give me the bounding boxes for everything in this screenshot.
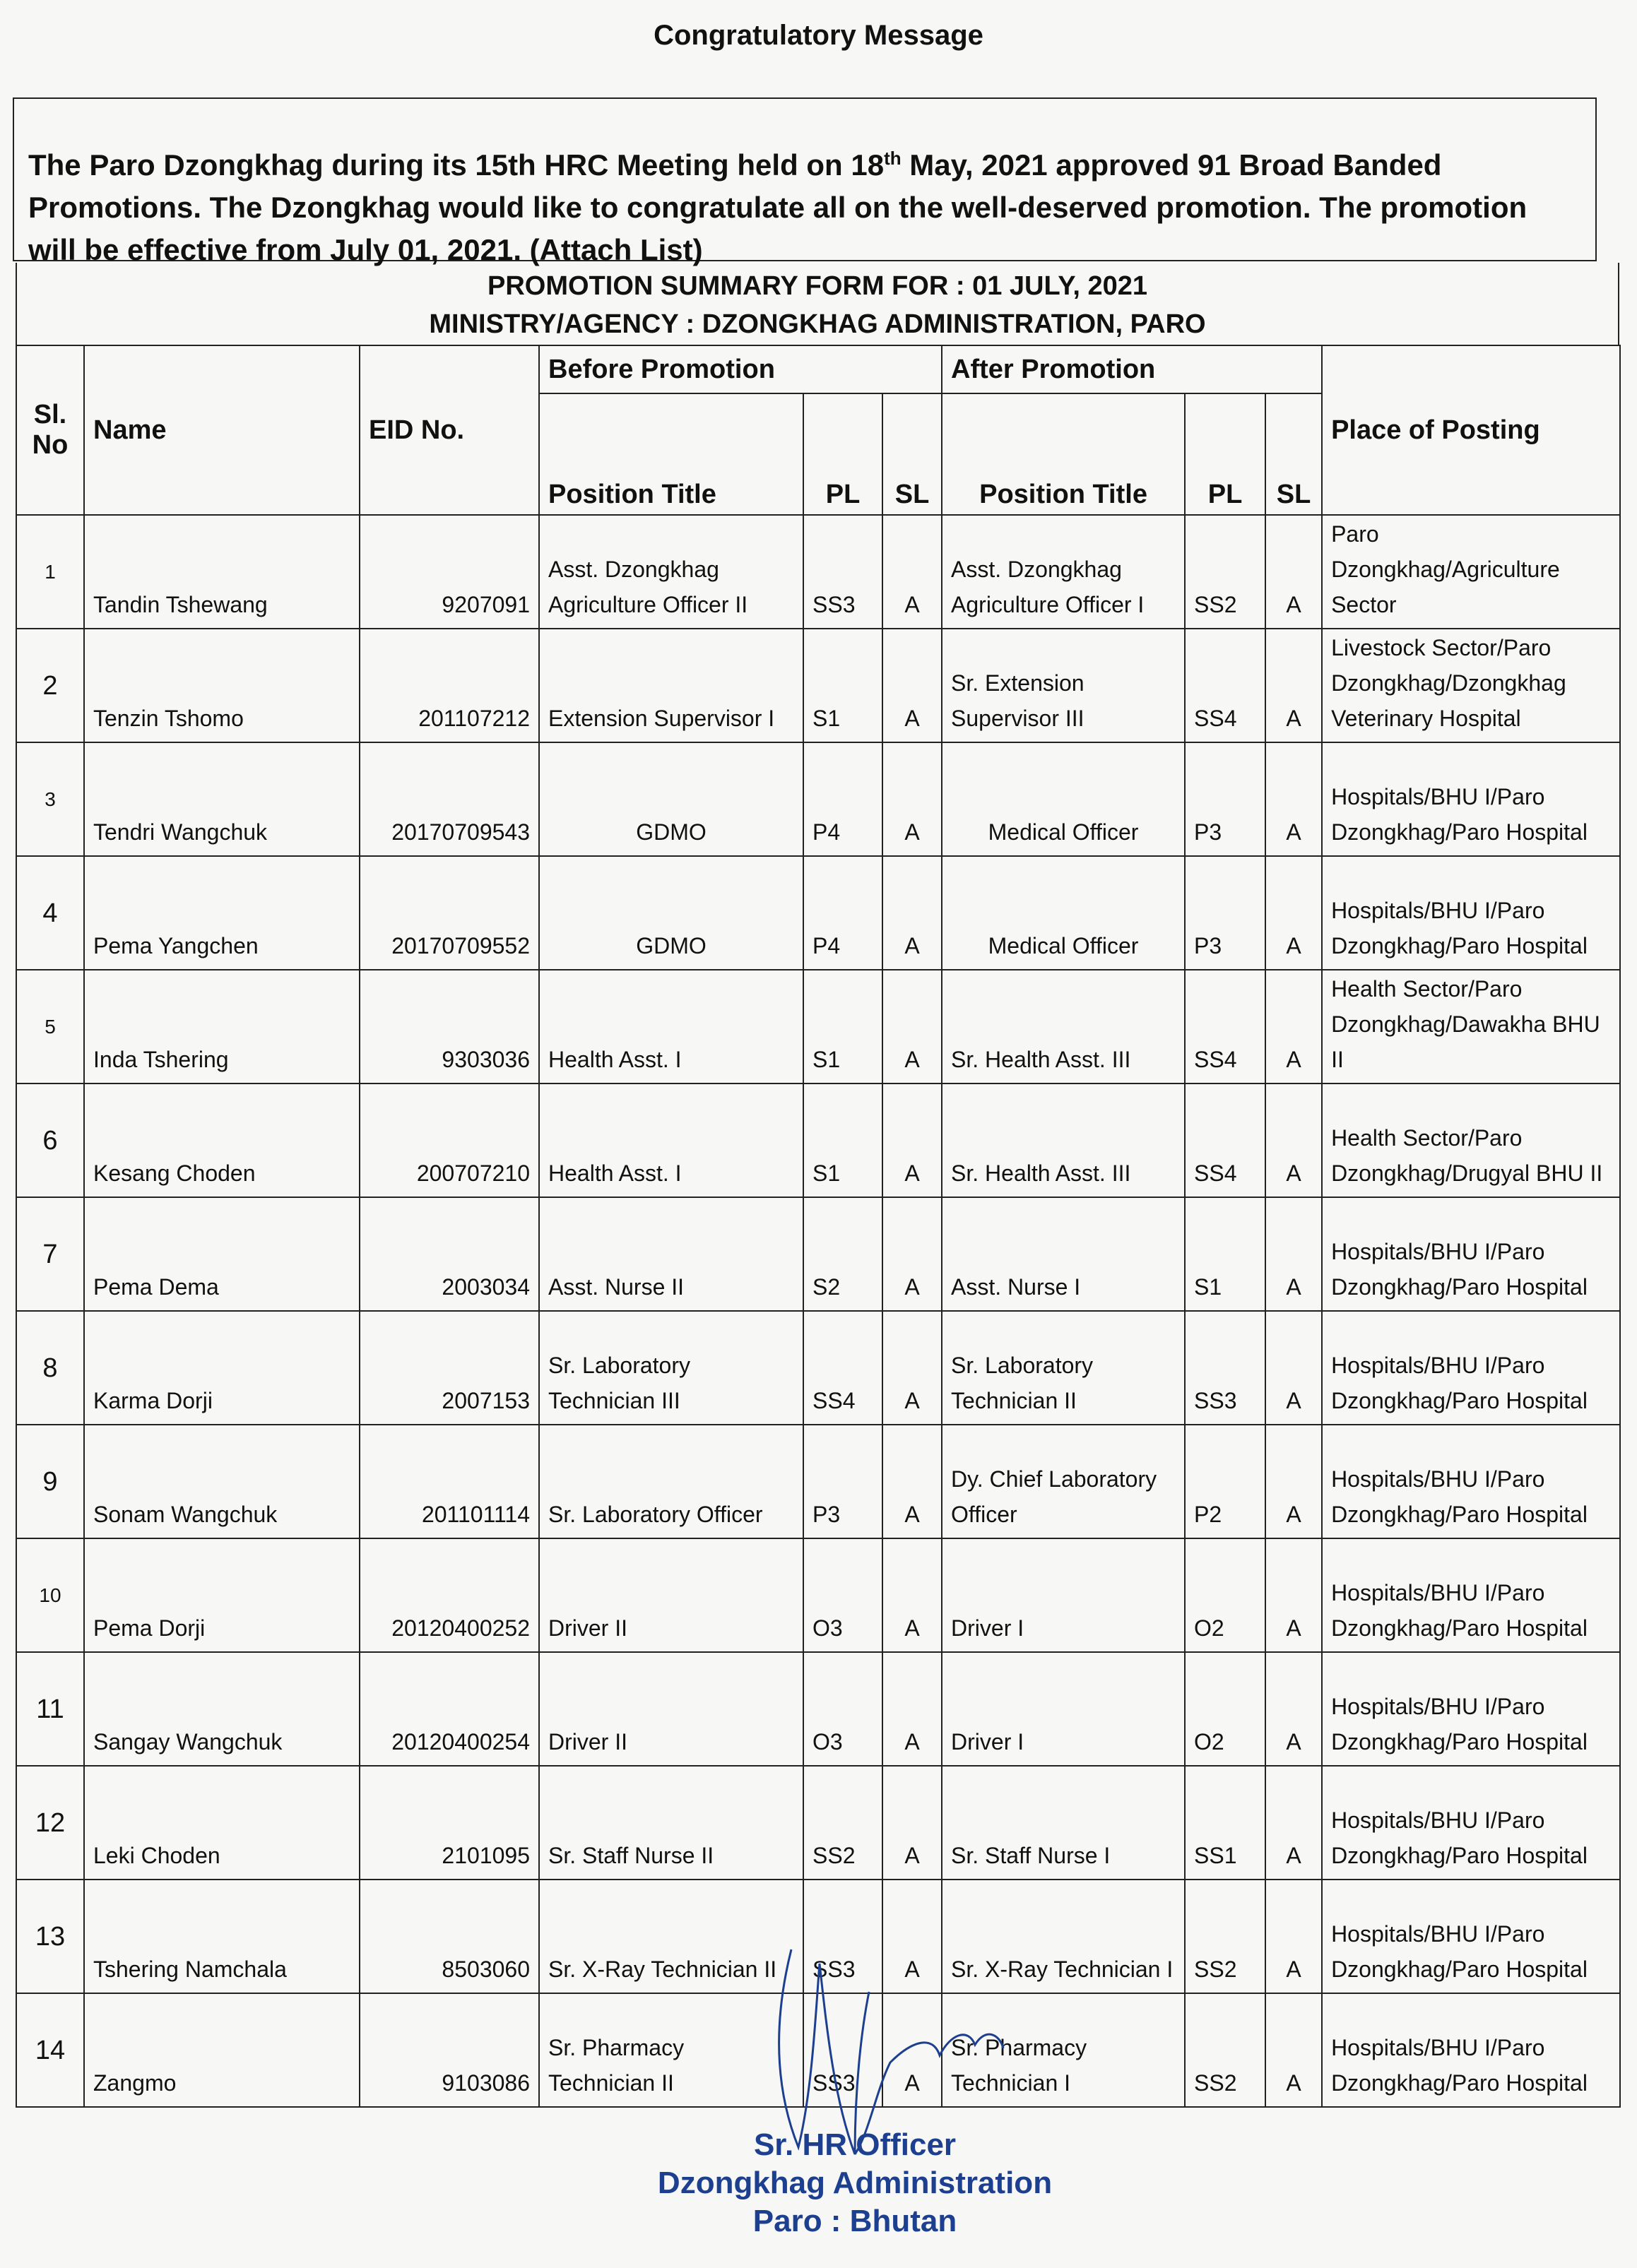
row-eid: 2007153: [360, 1311, 539, 1425]
header-after-sl: SL: [1265, 393, 1322, 515]
row-before-position-title: Sr. Pharmacy Technician II: [539, 1993, 803, 2107]
row-before-sl: A: [882, 629, 942, 742]
row-before-sl: A: [882, 1197, 942, 1311]
row-before-position-title: Extension Supervisor I: [539, 629, 803, 742]
table-row: [16, 1652, 1620, 1766]
row-eid: 200707210: [360, 1083, 539, 1197]
header-before-promotion: Before Promotion: [539, 345, 942, 393]
congratulatory-message: [13, 97, 1597, 266]
message-superscript: th: [884, 148, 902, 169]
row-after-pl: SS2: [1185, 1993, 1265, 2107]
row-after-position-title: Driver I: [942, 1652, 1185, 1766]
row-place-of-posting: Hospitals/BHU I/Paro Dzongkhag/Paro Hospital: [1322, 1311, 1620, 1425]
table-row: [16, 1311, 1620, 1425]
row-name: Karma Dorji: [84, 1311, 360, 1425]
row-after-sl: A: [1265, 1311, 1322, 1425]
row-place-of-posting: Hospitals/BHU I/Paro Dzongkhag/Paro Hospital: [1322, 1538, 1620, 1652]
row-before-pl: SS2: [803, 1766, 882, 1880]
header-after-pl: PL: [1185, 393, 1265, 515]
row-place-of-posting: Hospitals/BHU I/Paro Dzongkhag/Paro Hospital: [1322, 1197, 1620, 1311]
row-after-sl: A: [1265, 1425, 1322, 1538]
row-after-pl: SS1: [1185, 1766, 1265, 1880]
table-row: [16, 515, 1620, 629]
row-after-pl: SS2: [1185, 515, 1265, 629]
row-before-position-title: Driver II: [539, 1538, 803, 1652]
header-before-position-title: Position Title: [539, 393, 803, 515]
row-before-pl: S1: [803, 629, 882, 742]
row-eid: 20170709543: [360, 742, 539, 856]
row-after-sl: A: [1265, 1197, 1322, 1311]
row-after-position-title: Medical Officer: [942, 742, 1185, 856]
form-title: PROMOTION SUMMARY FORM FOR : 01 JULY, 2021: [487, 271, 1147, 301]
row-after-position-title: Sr. Laboratory Technician II: [942, 1311, 1185, 1425]
row-place-of-posting: Health Sector/Paro Dzongkhag/Dawakha BHU II: [1322, 970, 1620, 1083]
table-row: [16, 970, 1620, 1083]
row-eid: 8503060: [360, 1880, 539, 1993]
row-before-position-title: Health Asst. I: [539, 970, 803, 1083]
row-eid: 201107212: [360, 629, 539, 742]
row-before-sl: A: [882, 1311, 942, 1425]
header-place-of-posting: Place of Posting: [1322, 345, 1620, 515]
form-header: [16, 263, 1619, 345]
row-before-pl: P3: [803, 1425, 882, 1538]
row-before-position-title: Sr. X-Ray Technician II: [539, 1880, 803, 1993]
table-row: [16, 1425, 1620, 1538]
row-before-position-title: Asst. Nurse II: [539, 1197, 803, 1311]
row-name: Tenzin Tshomo: [84, 629, 360, 742]
row-name: Leki Choden: [84, 1766, 360, 1880]
row-before-pl: SS3: [803, 1993, 882, 2107]
row-name: Sangay Wangchuk: [84, 1652, 360, 1766]
signature-office: Dzongkhag Administration: [657, 2166, 1053, 2200]
message-text-part1: The Paro Dzongkhag during its 15th HRC Meeting held on 18: [28, 148, 885, 182]
row-after-position-title: Sr. Health Asst. III: [942, 970, 1185, 1083]
row-after-pl: S1: [1185, 1197, 1265, 1311]
row-place-of-posting: Hospitals/BHU I/Paro Dzongkhag/Paro Hospital: [1322, 1425, 1620, 1538]
row-sl-no: 4: [16, 856, 84, 970]
promotion-table: [16, 345, 1621, 2108]
row-before-sl: A: [882, 515, 942, 629]
row-after-position-title: Sr. X-Ray Technician I: [942, 1880, 1185, 1993]
row-after-pl: O2: [1185, 1538, 1265, 1652]
row-before-sl: A: [882, 1880, 942, 1993]
row-after-position-title: Sr. Health Asst. III: [942, 1083, 1185, 1197]
row-sl-no: 9: [16, 1425, 84, 1538]
row-after-position-title: Asst. Dzongkhag Agriculture Officer I: [942, 515, 1185, 629]
row-after-position-title: Sr. Extension Supervisor III: [942, 629, 1185, 742]
header-eid: EID No.: [360, 345, 539, 515]
row-sl-no: 5: [16, 970, 84, 1083]
row-after-sl: A: [1265, 1880, 1322, 1993]
row-after-sl: A: [1265, 1652, 1322, 1766]
row-name: Tendri Wangchuk: [84, 742, 360, 856]
row-name: Kesang Choden: [84, 1083, 360, 1197]
row-eid: 20120400252: [360, 1538, 539, 1652]
row-name: Sonam Wangchuk: [84, 1425, 360, 1538]
table-row: [16, 742, 1620, 856]
row-name: Tandin Tshewang: [84, 515, 360, 629]
row-after-sl: A: [1265, 629, 1322, 742]
row-place-of-posting: Hospitals/BHU I/Paro Dzongkhag/Paro Hospital: [1322, 1880, 1620, 1993]
signature-location: Paro : Bhutan: [752, 2204, 957, 2238]
row-name: Pema Dorji: [84, 1538, 360, 1652]
row-before-pl: SS3: [803, 1880, 882, 1993]
row-before-sl: A: [882, 970, 942, 1083]
row-before-sl: A: [882, 856, 942, 970]
row-name: Inda Tshering: [84, 970, 360, 1083]
row-before-position-title: Sr. Laboratory Technician III: [539, 1311, 803, 1425]
row-place-of-posting: Paro Dzongkhag/Agriculture Sector: [1322, 515, 1620, 629]
row-sl-no: 6: [16, 1083, 84, 1197]
row-after-pl: SS3: [1185, 1311, 1265, 1425]
row-eid: 20170709552: [360, 856, 539, 970]
table-row: [16, 1766, 1620, 1880]
row-sl-no: 3: [16, 742, 84, 856]
row-place-of-posting: Hospitals/BHU I/Paro Dzongkhag/Paro Hospital: [1322, 1766, 1620, 1880]
row-after-sl: A: [1265, 515, 1322, 629]
row-before-sl: A: [882, 1652, 942, 1766]
row-name: Pema Dema: [84, 1197, 360, 1311]
table-row: [16, 629, 1620, 742]
row-after-position-title: Asst. Nurse I: [942, 1197, 1185, 1311]
row-after-pl: SS4: [1185, 970, 1265, 1083]
row-before-pl: S1: [803, 1083, 882, 1197]
row-before-position-title: Sr. Laboratory Officer: [539, 1425, 803, 1538]
row-after-sl: A: [1265, 1993, 1322, 2107]
row-eid: 9207091: [360, 515, 539, 629]
header-before-sl: SL: [882, 393, 942, 515]
row-before-sl: A: [882, 1766, 942, 1880]
row-after-pl: SS2: [1185, 1880, 1265, 1993]
row-after-pl: P2: [1185, 1425, 1265, 1538]
table-body: [16, 515, 1620, 2107]
row-before-pl: P4: [803, 742, 882, 856]
row-before-pl: O3: [803, 1652, 882, 1766]
row-after-sl: A: [1265, 1083, 1322, 1197]
row-eid: 20120400254: [360, 1652, 539, 1766]
row-before-pl: S2: [803, 1197, 882, 1311]
table-row: [16, 856, 1620, 970]
header-after-position-title: Position Title: [942, 393, 1185, 515]
row-eid: 9303036: [360, 970, 539, 1083]
row-eid: 9103086: [360, 1993, 539, 2107]
row-after-pl: P3: [1185, 742, 1265, 856]
signature-title: Sr. HR Officer: [753, 2127, 957, 2162]
row-sl-no: 8: [16, 1311, 84, 1425]
signature-stamp: [608, 2126, 1102, 2240]
row-place-of-posting: Hospitals/BHU I/Paro Dzongkhag/Paro Hospital: [1322, 742, 1620, 856]
row-name: Pema Yangchen: [84, 856, 360, 970]
row-before-pl: O3: [803, 1538, 882, 1652]
message-text-part2: May, 2021 approved 91 Broad Banded Promotions. The Dzongkhag would like to congratulate all on the well-deserved promotion. The promotion will be effective from July 01, 2021. (Attach List): [28, 148, 1527, 266]
row-sl-no: 13: [16, 1880, 84, 1993]
row-place-of-posting: Hospitals/BHU I/Paro Dzongkhag/Paro Hospital: [1322, 1652, 1620, 1766]
row-before-position-title: Sr. Staff Nurse II: [539, 1766, 803, 1880]
row-after-sl: A: [1265, 970, 1322, 1083]
row-before-sl: A: [882, 1425, 942, 1538]
header-name: Name: [84, 345, 360, 515]
row-after-position-title: Driver I: [942, 1538, 1185, 1652]
row-after-pl: P3: [1185, 856, 1265, 970]
row-sl-no: 2: [16, 629, 84, 742]
row-after-pl: SS4: [1185, 1083, 1265, 1197]
table-row: [16, 1538, 1620, 1652]
row-sl-no: 12: [16, 1766, 84, 1880]
row-before-pl: S1: [803, 970, 882, 1083]
row-after-sl: A: [1265, 742, 1322, 856]
row-before-position-title: GDMO: [539, 856, 803, 970]
row-eid: 2003034: [360, 1197, 539, 1311]
row-after-pl: SS4: [1185, 629, 1265, 742]
header-after-promotion: After Promotion: [942, 345, 1322, 393]
row-sl-no: 10: [16, 1538, 84, 1652]
header-before-pl: PL: [803, 393, 882, 515]
row-before-sl: A: [882, 1083, 942, 1197]
header-sl-no: Sl. No: [16, 345, 84, 515]
row-after-sl: A: [1265, 1538, 1322, 1652]
row-eid: 201101114: [360, 1425, 539, 1538]
row-after-sl: A: [1265, 856, 1322, 970]
row-before-position-title: GDMO: [539, 742, 803, 856]
row-after-position-title: Sr. Staff Nurse I: [942, 1766, 1185, 1880]
row-name: Zangmo: [84, 1993, 360, 2107]
row-after-pl: O2: [1185, 1652, 1265, 1766]
row-before-pl: SS3: [803, 515, 882, 629]
row-before-sl: A: [882, 1538, 942, 1652]
row-before-pl: P4: [803, 856, 882, 970]
row-sl-no: 7: [16, 1197, 84, 1311]
row-sl-no: 11: [16, 1652, 84, 1766]
row-before-position-title: Driver II: [539, 1652, 803, 1766]
row-eid: 2101095: [360, 1766, 539, 1880]
row-before-sl: A: [882, 742, 942, 856]
row-after-position-title: Sr. Pharmacy Technician I: [942, 1993, 1185, 2107]
promotion-summary-form: [16, 263, 1619, 2108]
row-before-position-title: Asst. Dzongkhag Agriculture Officer II: [539, 515, 803, 629]
row-before-position-title: Health Asst. I: [539, 1083, 803, 1197]
row-sl-no: 1: [16, 515, 84, 629]
page-title: Congratulatory Message: [654, 20, 983, 51]
row-before-pl: SS4: [803, 1311, 882, 1425]
row-name: Tshering Namchala: [84, 1880, 360, 1993]
row-place-of-posting: Health Sector/Paro Dzongkhag/Drugyal BHU II: [1322, 1083, 1620, 1197]
row-place-of-posting: Livestock Sector/Paro Dzongkhag/Dzongkhag Veterinary Hospital: [1322, 629, 1620, 742]
table-row: [16, 1083, 1620, 1197]
row-place-of-posting: Hospitals/BHU I/Paro Dzongkhag/Paro Hospital: [1322, 856, 1620, 970]
form-agency: MINISTRY/AGENCY : DZONGKHAG ADMINISTRATION, PARO: [429, 309, 1206, 339]
row-place-of-posting: Hospitals/BHU I/Paro Dzongkhag/Paro Hospital: [1322, 1993, 1620, 2107]
row-before-sl: A: [882, 1993, 942, 2107]
row-after-position-title: Dy. Chief Laboratory Officer: [942, 1425, 1185, 1538]
row-after-position-title: Medical Officer: [942, 856, 1185, 970]
row-sl-no: 14: [16, 1993, 84, 2107]
row-after-sl: A: [1265, 1766, 1322, 1880]
table-row: [16, 1197, 1620, 1311]
